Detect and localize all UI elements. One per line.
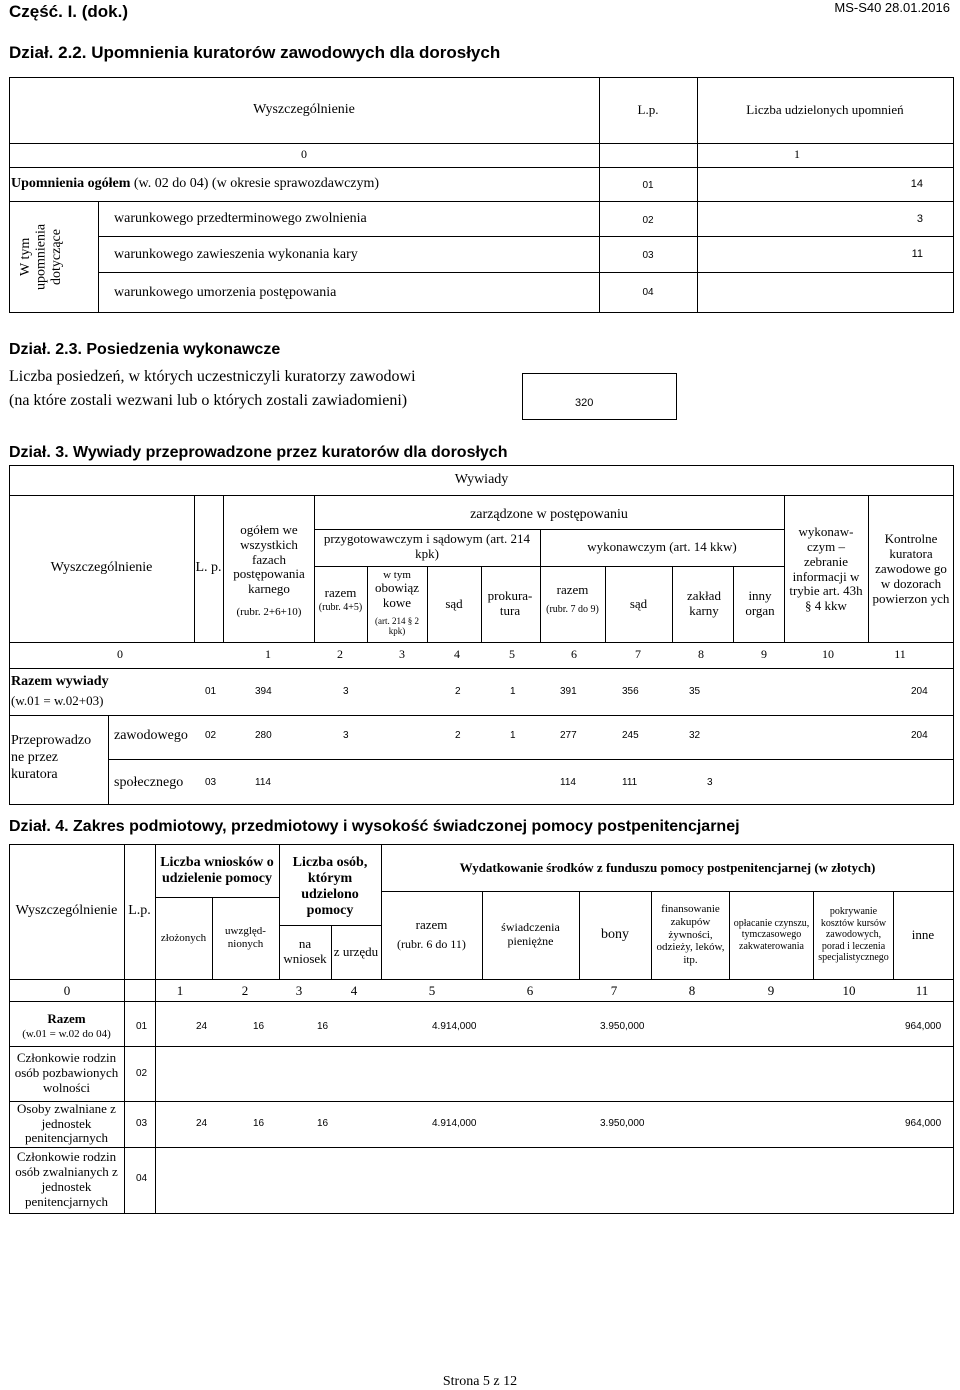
s23-value: 320: [575, 397, 594, 409]
s3-col-lp: L. p.: [195, 560, 222, 576]
cell: 4.914,000: [432, 1118, 477, 1129]
cell: 4.914,000: [432, 1021, 477, 1032]
col-index-0: 0: [301, 147, 307, 162]
cell-lp: 02: [136, 1068, 148, 1079]
s3-col-index: 1: [265, 647, 271, 662]
s4-col-index: 4: [350, 982, 358, 998]
form-code: MS-S40 28.01.2016: [834, 0, 950, 15]
s3-col-index: 7: [635, 647, 641, 662]
s23-line2: (na które zostali wezwani lub o których zostali zawiadomieni): [9, 392, 408, 409]
row-lp: 04: [642, 287, 654, 298]
s3-col-index: 8: [698, 647, 704, 662]
s4-col-z-urzedu: z urzędu: [333, 943, 379, 959]
s4-row3-label: Osoby zwalniane z jednostek penitencjarnych: [17, 1100, 116, 1146]
s3-col-index: 9: [761, 647, 767, 662]
cell: 114: [560, 777, 576, 788]
s3-col-index: 3: [399, 647, 405, 662]
section-4-title: Dział. 4. Zakres podmiotowy, przedmiotowy i wysokość świadczonej pomocy postpenitencjarnej: [9, 818, 740, 835]
s3-col-prok: prokura- tura: [487, 588, 533, 618]
s4-row1-sub: (w.01 = w.02 do 04): [22, 1027, 111, 1040]
cell-lp: 03: [205, 777, 217, 788]
s3-col-sad2: sąd: [629, 595, 648, 611]
s3-col-razem-sub: (rubr. 4+5): [318, 602, 363, 614]
s4-col-index: 9: [767, 982, 775, 998]
part-label: Część. I. (dok.): [9, 2, 129, 21]
cell: 1: [510, 686, 516, 697]
s4-col-zloz: złożonych: [160, 931, 207, 944]
s4-col-pokr: pokrywanie kosztów kursów zawodowych, porad i leczenia specjalistycznego: [818, 906, 889, 964]
row-total-bold: Upomnienia ogółem: [11, 176, 131, 191]
s4-col-na-wniosek: na wniosek: [283, 936, 327, 966]
s4-row4-label: Członkowie rodzin osób zwalnianych z jednostek penitencjarnych: [15, 1149, 118, 1209]
cell: 3: [343, 730, 349, 741]
cell: 245: [622, 730, 639, 741]
cell: 394: [255, 686, 272, 697]
s4-col-index: 7: [610, 982, 618, 998]
s3-col-razem2: razem: [556, 581, 589, 597]
cell: 356: [622, 686, 639, 697]
section-title: Dział. 2.2. Upomnienia kuratorów zawodowych dla dorosłych: [9, 43, 501, 62]
cell: 32: [689, 730, 701, 741]
row-value: 14: [910, 178, 923, 190]
cell-lp: 01: [205, 686, 217, 697]
s3-col-sad: sąd: [445, 595, 463, 611]
s4-col-swiad: świadczenia pieniężne: [501, 920, 560, 948]
cell: 280: [255, 730, 272, 741]
s4-col-fin: finansowanie zakupów żywności, odzieży, leków, itp.: [656, 903, 725, 966]
cell: 16: [253, 1118, 265, 1129]
s3-col-wtym: w tym: [383, 568, 411, 581]
row-label: warunkowego przedterminowego zwolnienia: [114, 211, 367, 226]
s4-col-wydatki: Wydatkowanie środków z funduszu pomocy postpenitencjarnej (w złotych): [459, 859, 876, 875]
row-total-rest: (w. 02 do 04) (w okresie sprawozdawczym): [130, 176, 380, 191]
col-header-lp: L.p.: [637, 101, 659, 117]
s4-col-index: 10: [842, 982, 856, 998]
s3-col-spec: Wyszczególnienie: [50, 560, 153, 576]
cell: 2: [455, 686, 461, 697]
s3-col-wyk: wykonawczym (art. 14 kkw): [587, 538, 737, 554]
s3-col-przyg: przygotowawczym i sądowym (art. 214 kpk): [323, 531, 531, 561]
col-header-count: Liczba udzielonych upomnień: [746, 101, 904, 117]
s4-col-osoby: Liczba osób, którym udzielono pomocy: [292, 854, 368, 919]
s3-col-index: 11: [894, 647, 906, 662]
cell: 204: [911, 686, 928, 697]
s3-col-zarzadzone: zarządzone w postępowaniu: [470, 506, 628, 522]
s3-col-zaklad: zakład karny: [687, 588, 721, 618]
s4-col-index: 1: [176, 982, 184, 998]
cell-lp: 02: [205, 730, 217, 741]
row-value: 3: [916, 213, 923, 225]
s4-col-wnioski: Liczba wniosków o udzielenie pomocy: [160, 854, 274, 886]
s3-col-index: 6: [571, 647, 577, 662]
s4-col-razem: razem: [415, 916, 448, 932]
row-label: warunkowego zawieszenia wykonania kary: [114, 247, 358, 262]
s4-col-index: 8: [688, 982, 696, 998]
s3-prz-label: Przeprowadzo ne przez kuratora: [11, 733, 92, 782]
page-number: Strona 5 z 12: [442, 1374, 518, 1389]
cell: 3: [707, 777, 713, 788]
cell: 16: [317, 1118, 329, 1129]
s4-col-opl: opłacanie czynszu, tymczasowego zakwaterowania: [733, 917, 810, 952]
row-lp: 02: [642, 215, 654, 226]
s3-col-obow: obowiąz kowe: [374, 580, 420, 610]
cell: 964,000: [905, 1021, 942, 1032]
s4-col-index: 5: [428, 982, 436, 998]
s3-col-kontrolne: Kontrolne kuratora zawodowe go w dozorach powierzon ych: [872, 531, 950, 606]
s4-col-index: 6: [526, 982, 534, 998]
s3-col-index: 10: [822, 647, 834, 662]
col-header-spec: Wyszczególnienie: [253, 101, 355, 117]
s4-col-index: 3: [295, 982, 303, 998]
cell: 277: [560, 730, 577, 741]
s4-col-bony: bony: [601, 926, 629, 942]
s4-col-spec: Wyszczególnienie: [15, 903, 118, 919]
row-value: 11: [911, 248, 923, 260]
section-3-title: Dział. 3. Wywiady przeprowadzone przez kuratorów dla dorosłych: [9, 444, 508, 461]
row-label: warunkowego umorzenia postępowania: [114, 285, 337, 300]
s3-col-razem: razem: [324, 584, 357, 600]
s4-row1-label: Razem: [47, 1010, 86, 1026]
s3-col-ogolem: ogółem we wszystkich fazach postępowania karnego: [233, 521, 305, 597]
row-lp: 03: [642, 250, 654, 261]
s4-row2-label: Członkowie rodzin osób pozbawionych wolności: [14, 1050, 119, 1095]
cell: 391: [560, 686, 577, 697]
s4-col-index: 0: [63, 982, 71, 998]
s3-col-index: 5: [509, 647, 515, 662]
s3-col-razem2-sub: (rubr. 7 do 9): [546, 604, 599, 616]
s4-col-inne: inne: [911, 926, 935, 942]
s23-value-box: [522, 373, 677, 420]
section-2-3-title: Dział. 2.3. Posiedzenia wykonawcze: [9, 341, 281, 358]
s3-row2-label: zawodowego: [114, 728, 188, 743]
s3-col-ogolem-sub: (rubr. 2+6+10): [236, 605, 302, 618]
s4-col-index: 2: [241, 982, 249, 998]
s23-line1: Liczba posiedzeń, w których uczestniczyli kuratorzy zawodowi: [9, 368, 416, 385]
cell: 16: [253, 1021, 265, 1032]
s3-col-wyk-zebr: wykonaw- czym – zebranie informacji w trybie art. 43h § 4 kkw: [789, 523, 863, 614]
cell: 2: [455, 730, 461, 741]
cell-lp: 04: [136, 1173, 148, 1184]
cell: 3.950,000: [600, 1021, 645, 1032]
s3-col-index: 2: [337, 647, 343, 662]
s3-col-obow-sub: (art. 214 § 2 kpk): [375, 615, 419, 636]
cell: 35: [689, 686, 701, 697]
s3-row1-sub: (w.01 = w.02+03): [11, 693, 104, 708]
cell: 111: [622, 777, 638, 788]
s4-col-razem-sub: (rubr. 6 do 11): [397, 937, 466, 952]
cell: 3: [343, 686, 349, 697]
s4-col-lp: L.p.: [128, 903, 151, 919]
cell: 24: [196, 1021, 208, 1032]
s4-col-uwzgl: uwzględ- nionych: [225, 925, 266, 950]
cell: 114: [255, 777, 271, 788]
cell: 204: [911, 730, 928, 741]
s4-col-index: 11: [915, 982, 929, 998]
cell: 964,000: [905, 1118, 942, 1129]
cell: 1: [510, 730, 516, 741]
cell: 16: [317, 1021, 329, 1032]
cell: 24: [196, 1118, 208, 1129]
s3-col-index: 4: [454, 647, 460, 662]
side-label: W tym upomnienia dotyczące: [18, 223, 64, 291]
cell: 3.950,000: [600, 1118, 645, 1129]
cell-lp: 03: [136, 1118, 148, 1129]
row-total-label: [11, 176, 379, 192]
cell-lp: 01: [136, 1021, 148, 1032]
s3-top-header: Wywiady: [454, 471, 509, 487]
col-index-1: 1: [794, 147, 800, 162]
s3-row3-label: społecznego: [114, 775, 184, 790]
row-lp: 01: [642, 180, 654, 191]
s3-col-index: 0: [117, 647, 123, 662]
s3-row1-label: Razem wywiady: [11, 674, 109, 689]
s3-col-inny: inny organ: [745, 588, 775, 618]
